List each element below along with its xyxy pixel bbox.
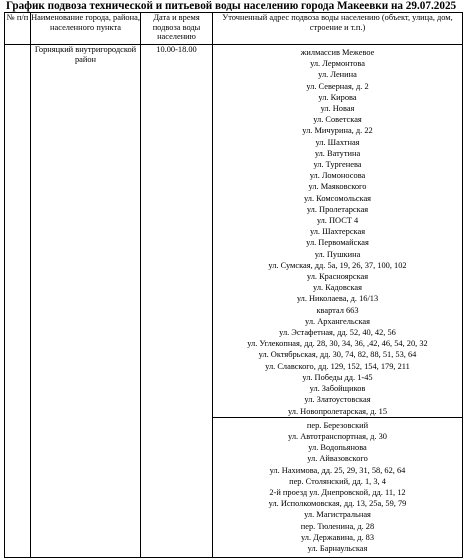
- address-item: ул. Северная, д. 2: [306, 81, 369, 91]
- address-item: ул. Нахимова, дд. 25, 29, 31, 58, 62, 64: [269, 465, 406, 475]
- address-item: ул. Пушкина: [314, 249, 361, 259]
- address-item: ул. Углекопная, дд. 28, 30, 34, 36, ,42, 46, 54, 20, 32: [247, 339, 428, 349]
- header-area: Наименование города, района, населенного пункта: [31, 13, 141, 45]
- header-number: № п/п: [5, 13, 31, 45]
- address-item: жилмассив Межевое: [300, 48, 375, 57]
- address-item: ул. Лермонтова: [310, 59, 365, 69]
- address-item: ул. Эстафетная, дд. 52, 40, 42, 56: [279, 328, 396, 338]
- address-item: ул. Октябрьская, дд. 30, 74, 82, 88, 51, 53, 64: [258, 350, 417, 360]
- address-item: ул. Красноярская: [306, 272, 369, 282]
- address-item: ул. Исполкомовская, дд. 13, 25а, 59, 79: [268, 499, 407, 509]
- address-item: ул. Державина, д. 83: [300, 532, 375, 542]
- address-item: ул. Николаева, д. 16/13: [296, 294, 379, 304]
- address-cell-secondary: [213, 417, 463, 557]
- address-item: ул. Водопьянова: [308, 443, 367, 453]
- address-item: ул. Маяковского: [308, 182, 367, 192]
- document-title: График подвоза технической и питьевой воды населению города Макеевки на 29.07.2025: [6, 0, 457, 12]
- address-item: ул. Тургенева: [313, 160, 362, 170]
- address-cell-primary: [213, 45, 463, 418]
- address-item: ул. Автотранспортная, д. 30: [288, 431, 387, 441]
- address-item: ул. Новопролетарская, д. 15: [287, 406, 388, 416]
- address-list-secondary: [213, 420, 462, 554]
- address-item: ул. Шахтерская: [309, 227, 366, 237]
- address-item: ул. Забойщиков: [309, 384, 366, 394]
- address-item: ул. Первомайская: [306, 238, 369, 248]
- address-item: ул. Кирова: [318, 92, 357, 102]
- address-list-primary: [213, 47, 462, 417]
- address-item: пер. Тюленина, д. 28: [300, 521, 375, 531]
- water-schedule-table: [4, 12, 463, 558]
- address-item: ул. Комсомольская: [303, 193, 372, 203]
- address-item: ул. Советская: [313, 115, 362, 125]
- row-time: 10.00-18.00: [141, 45, 213, 558]
- address-item: 2-й проезд ул. Днепровской, дд. 11, 12: [269, 487, 406, 497]
- address-item: пер. Столянский, дд. 1, 3, 4: [289, 476, 386, 486]
- header-time: Дата и время подвоза воды населению: [141, 13, 213, 45]
- address-item: ул. Пролетарская: [306, 204, 369, 214]
- address-item: ул. Ленина: [318, 70, 357, 80]
- address-item: ул. Архангельская: [305, 316, 370, 326]
- address-item: пер. Березовский: [306, 420, 369, 430]
- address-item: ул. Сумская, дд. 5а, 19, 26, 37, 100, 102: [268, 260, 407, 270]
- row-number: [5, 45, 31, 558]
- address-item: ул. Айвазовского: [307, 454, 368, 464]
- address-item: ул. Златоустовская: [304, 395, 371, 405]
- table-header-row: [5, 13, 463, 45]
- address-item: ул. ПОСТ 4: [316, 216, 359, 226]
- address-item: ул. Шахтная: [315, 137, 360, 147]
- address-item: ул. Ломоносова: [309, 171, 366, 181]
- row-area: Горняцкий внутригородской район: [31, 45, 141, 558]
- address-item: ул. Барнаульская: [307, 543, 368, 553]
- address-item: ул. Кадовская: [313, 283, 362, 293]
- address-item: ул. Новая: [320, 104, 355, 114]
- address-item: ул. Мичурина, д. 22: [302, 126, 373, 136]
- address-item: ул. Ватутина: [314, 148, 361, 158]
- address-item: ул. Славского, дд. 129, 152, 154, 179, 211: [265, 361, 410, 371]
- address-item: ул. Победы дд. 1-45: [302, 372, 373, 382]
- table-row: [5, 45, 463, 418]
- address-item: квартал 663: [316, 305, 359, 315]
- header-address: Уточненный адрес подвоза воды населению (объект, улица, дом, строение и т.п.): [213, 13, 463, 45]
- address-item: ул. Магистральная: [304, 510, 371, 520]
